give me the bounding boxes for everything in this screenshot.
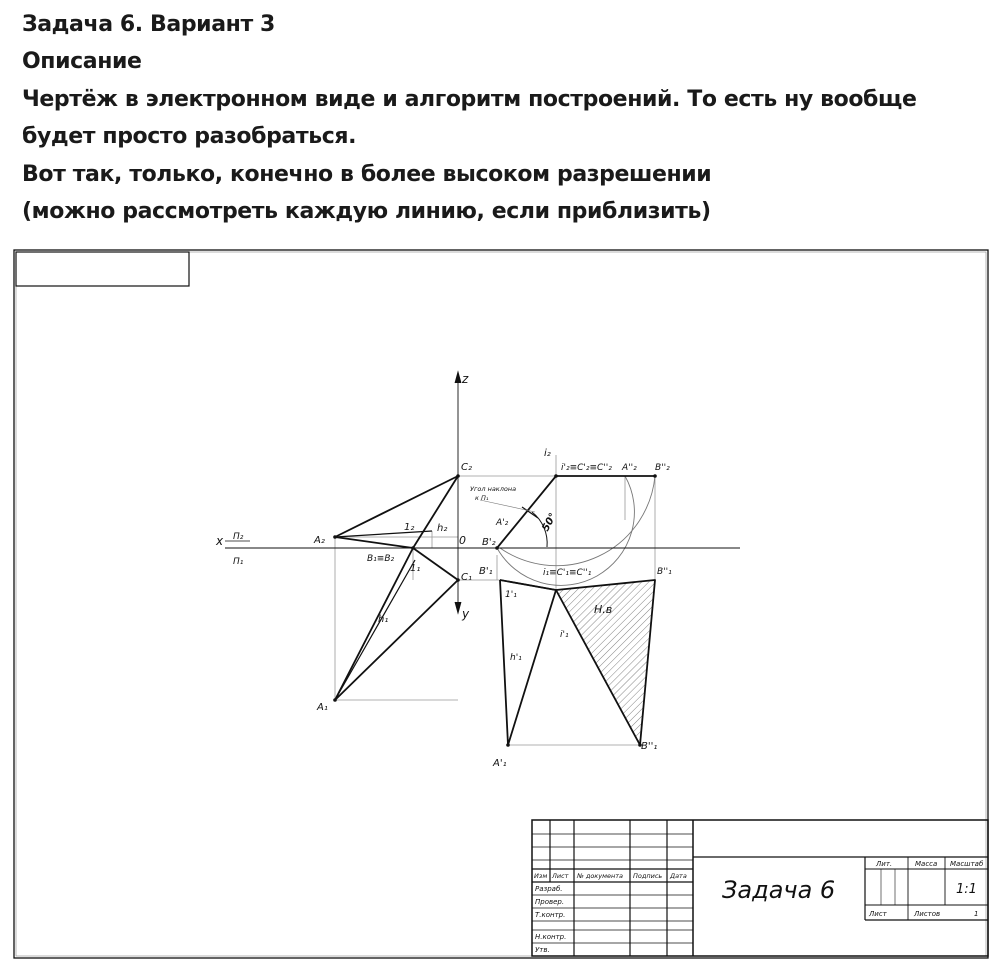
horizontal-line-h1 xyxy=(335,560,415,700)
label-a1p: A'₁ xyxy=(493,758,507,769)
label-c1: C₁ xyxy=(461,572,472,583)
label-a2pp: A''₂ xyxy=(622,463,637,473)
label-i2-c2: i'₂≡C'₂≡C''₂ xyxy=(561,463,612,473)
label-b2p: B'₂ xyxy=(482,537,496,548)
description-line: будет просто разобраться. xyxy=(22,124,357,150)
title-block-text xyxy=(534,860,984,954)
row-razrab: Разраб. xyxy=(535,885,563,893)
frontal-line-h2 xyxy=(335,531,432,537)
footer-sheets: Листов xyxy=(914,910,941,918)
label-1-1p: 1'₁ xyxy=(505,590,517,600)
label-plane-p1: П₁ xyxy=(233,557,244,567)
col-doc: № документа xyxy=(577,872,623,880)
label-i1-c1: i₁≡C'₁≡C''₁ xyxy=(543,568,592,578)
label-a1: A₁ xyxy=(317,702,328,713)
col-sign: Подпись xyxy=(633,872,663,880)
rotated-projection xyxy=(500,580,556,745)
label-h2: h₂ xyxy=(437,523,448,534)
horizontal-projection-abc xyxy=(335,548,458,700)
footer-sheet: Лист xyxy=(869,910,887,918)
label-z: z xyxy=(462,372,469,386)
label-i2: i₂ xyxy=(544,448,551,459)
label-origin: 0 xyxy=(459,534,466,547)
title-block-title: Задача 6 xyxy=(722,876,836,904)
label-h1: h₁ xyxy=(378,614,389,625)
label-plane-p2: П₂ xyxy=(233,532,244,542)
description-line: Чертёж в электронном виде и алгоритм построений. То есть ну вообще xyxy=(22,86,917,112)
row-prover: Провер. xyxy=(535,898,565,906)
task-heading: Задача 6. Вариант 3 xyxy=(22,12,275,37)
scale-value: 1:1 xyxy=(956,882,977,897)
header-lit: Лит. xyxy=(876,860,893,868)
y-arrow xyxy=(455,602,461,613)
label-slope-note-plane: к П₁ xyxy=(475,494,489,502)
row-nkontr: Н.контр. xyxy=(535,933,567,941)
header-massa: Масса xyxy=(915,860,938,868)
col-izm: Изм xyxy=(534,872,548,880)
label-slope-note: Угол наклона xyxy=(470,485,517,493)
footer-sheets-count: 1 xyxy=(974,910,979,918)
description-line: (можно рассмотреть каждую линию, если приблизить) xyxy=(22,199,711,225)
col-list: Лист xyxy=(552,872,569,880)
label-b1-b2: B₁≡B₂ xyxy=(367,554,395,564)
label-b1pp-low: B''₁ xyxy=(641,741,658,752)
edge-view-line xyxy=(497,476,655,548)
label-1-1: 1₁ xyxy=(410,563,421,574)
row-utv: Утв. xyxy=(535,946,550,954)
label-c2: C₂ xyxy=(461,462,472,473)
z-arrow xyxy=(455,372,461,383)
label-1-2: 1₂ xyxy=(404,522,415,533)
description-heading: Описание xyxy=(22,49,142,75)
label-b1p: B'₁ xyxy=(479,566,493,577)
label-angle: 50° xyxy=(540,511,560,534)
label-i1p: i'₁ xyxy=(560,630,569,640)
triangle-projections-left xyxy=(335,476,458,700)
row-tkontr: Т.контр. xyxy=(535,911,566,919)
label-y: y xyxy=(462,607,470,621)
label-a2: A₂ xyxy=(314,535,325,546)
label-true-size: Н.в xyxy=(594,603,613,616)
col-date: Дата xyxy=(670,872,687,880)
label-b2pp: B''₂ xyxy=(655,463,670,473)
triangle-projections-right xyxy=(497,476,655,745)
header-masshtab: Масштаб xyxy=(950,860,984,868)
label-a2p: A'₂ xyxy=(496,518,509,528)
label-b1pp: B''₁ xyxy=(657,567,672,577)
description-line: Вот так, только, конечно в более высоком разрешении xyxy=(22,161,712,187)
label-h1p: h'₁ xyxy=(510,653,522,663)
label-x: x xyxy=(216,534,224,548)
